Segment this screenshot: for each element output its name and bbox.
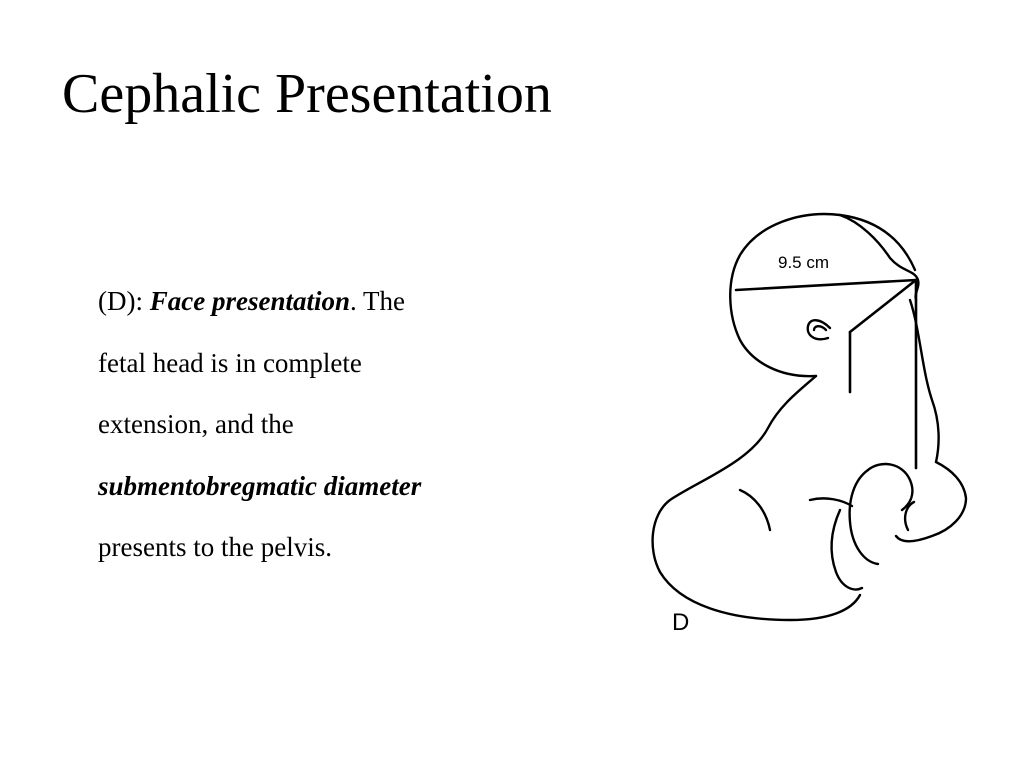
- slide-title: Cephalic Presentation: [62, 63, 552, 125]
- measurement-label: 9.5 cm: [778, 253, 830, 272]
- fetal-legs: [850, 470, 878, 564]
- face-presentation-term: Face presentation: [149, 286, 350, 316]
- body-line-1-suffix: . The: [349, 286, 405, 316]
- body-line-2: fetal head is in complete: [98, 347, 362, 378]
- body-line-3: extension, and the: [98, 409, 294, 439]
- fetal-head-outline: [730, 214, 915, 376]
- fetal-face-presentation-illustration: [640, 200, 980, 640]
- slide-body-text: [98, 271, 538, 579]
- submentobregmatic-diameter-term: submentobregmatic diameter: [98, 470, 422, 501]
- diameter-line: [736, 280, 916, 290]
- panel-label: D: [672, 609, 690, 636]
- body-line-5: presents to the pelvis.: [98, 532, 332, 562]
- body-line-1: [98, 271, 538, 333]
- submentobregmatic-diagonal: [850, 280, 916, 332]
- body-line-1-prefix: (D):: [98, 286, 150, 316]
